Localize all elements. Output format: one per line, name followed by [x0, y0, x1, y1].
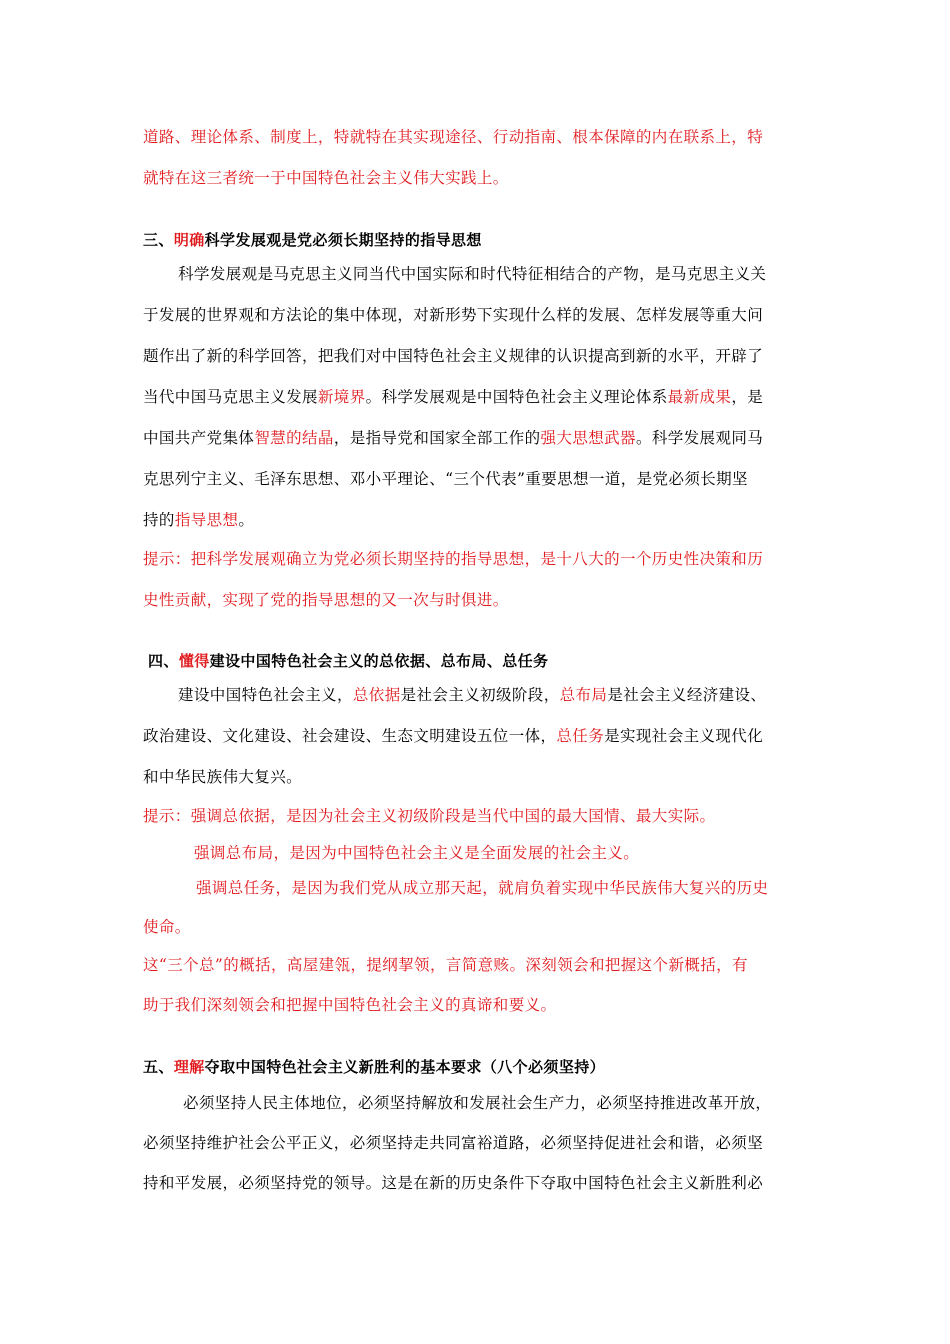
section-3-para-line-7	[143, 510, 254, 530]
section-4-text-segment: 是社会主义初级阶段，	[400, 686, 560, 704]
section-4-tip-line-4: 使命。	[143, 918, 191, 936]
intro-line-1: 道路、理论体系、制度上，特就特在其实现途径、行动指南、根本保障的内在联系上，特	[143, 128, 764, 146]
section-5-para-line-2: 必须坚持维护社会公平正义，必须坚持走共同富裕道路，必须坚持促进社会和谐，必须坚	[143, 1134, 764, 1152]
section-3-highlight-latest-result: 最新成果	[667, 388, 732, 406]
section-3-para-line-3: 题作出了新的科学回答，把我们对中国特色社会主义规律的认识提高到新的水平，开辟了	[143, 347, 764, 365]
section-4-text-segment: 是实现社会主义现代化	[604, 727, 764, 745]
section-3-heading	[143, 230, 482, 250]
section-4-tip-line-5: 这“三个总”的概括，高屋建瓴，提纲挈领，言简意赅。深刻领会和把握这个新概括，有	[143, 956, 748, 974]
section-4-para-line-1	[178, 685, 766, 705]
section-5-para-line-1: 必须坚持人民主体地位，必须坚持解放和发展社会生产力，必须坚持推进改革开放，	[183, 1094, 772, 1112]
section-3-highlight-wisdom: 智慧的结晶	[254, 429, 334, 447]
section-4-text-segment: 政治建设、文化建设、社会建设、生态文明建设五位一体，	[143, 727, 557, 745]
section-4-heading	[148, 651, 548, 671]
section-5-heading	[143, 1057, 605, 1077]
section-3-highlight-guiding-ideology: 指导思想	[174, 511, 239, 529]
section-4-highlight-task: 总任务	[556, 727, 605, 745]
section-3-highlight-new-realm: 新境界	[317, 388, 366, 406]
section-3-para-line-5	[143, 428, 763, 448]
section-3-para-line-1: 科学发展观是马克思主义同当代中国实际和时代特征相结合的产物，是马克思主义关	[178, 265, 767, 283]
section-3-para-line-4	[143, 387, 763, 407]
section-3-para-line-6: 克思列宁主义、毛泽东思想、邓小平理论、“三个代表”重要思想一道，是党必须长期坚	[143, 470, 748, 488]
section-3-heading-rest: 科学发展观是党必须长期坚持的指导思想	[204, 231, 482, 249]
section-3-tip-line-1: 提示：把科学发展观确立为党必须长期坚持的指导思想，是十八大的一个历史性决策和历	[143, 550, 764, 568]
section-5-heading-prefix: 五、	[143, 1058, 174, 1076]
section-3-text-segment: 持的	[143, 511, 175, 529]
section-4-tip-line-3: 强调总任务，是因为我们党从成立那天起，就肩负着实现中华民族伟大复兴的历史	[196, 879, 769, 897]
section-3-heading-key: 明确	[173, 231, 205, 249]
section-4-tip-line-1: 提示：强调总依据，是因为社会主义初级阶段是当代中国的最大国情、最大实际。	[143, 807, 716, 825]
section-3-text-segment: 。科学发展观同马	[635, 429, 764, 447]
section-4-text-segment: 建设中国特色社会主义，	[178, 686, 353, 704]
section-3-heading-prefix: 三、	[143, 231, 174, 249]
section-4-para-line-3: 和中华民族伟大复兴。	[143, 768, 303, 786]
section-4-highlight-basis: 总依据	[352, 686, 401, 704]
section-4-heading-prefix: 四、	[148, 652, 179, 670]
section-3-tip-line-2: 史性贡献，实现了党的指导思想的又一次与时俱进。	[143, 591, 509, 609]
section-3-text-segment: 。	[238, 511, 255, 529]
section-4-tip-line-2: 强调总布局，是因为中国特色社会主义是全面发展的社会主义。	[194, 844, 640, 862]
section-4-highlight-layout: 总布局	[559, 686, 608, 704]
section-5-para-line-3: 持和平发展，必须坚持党的领导。这是在新的历史条件下夺取中国特色社会主义新胜利必	[143, 1174, 764, 1192]
intro-line-2: 就特在这三者统一于中国特色社会主义伟大实践上。	[143, 169, 509, 187]
section-4-heading-key: 懂得	[178, 652, 210, 670]
section-4-text-segment: 是社会主义经济建设、	[607, 686, 767, 704]
section-3-para-line-2: 于发展的世界观和方法论的集中体现，对新形势下实现什么样的发展、怎样发展等重大问	[143, 306, 764, 324]
section-5-heading-rest: 夺取中国特色社会主义新胜利的基本要求（八个必须坚持）	[204, 1058, 606, 1076]
section-4-heading-rest: 建设中国特色社会主义的总依据、总布局、总任务	[209, 652, 549, 670]
section-3-text-segment: 。科学发展观是中国特色社会主义理论体系	[365, 388, 668, 406]
section-3-text-segment: ，是	[731, 388, 764, 406]
section-3-text-segment: 当代中国马克思主义发展	[143, 388, 318, 406]
section-4-tip-line-6: 助于我们深刻领会和把握中国特色社会主义的真谛和要义。	[143, 996, 557, 1014]
section-3-text-segment: ，是指导党和国家全部工作的	[333, 429, 541, 447]
section-5-heading-key: 理解	[173, 1058, 205, 1076]
section-3-highlight-weapon: 强大思想武器	[540, 429, 636, 447]
section-4-para-line-2	[143, 726, 763, 746]
section-3-text-segment: 中国共产党集体	[143, 429, 255, 447]
